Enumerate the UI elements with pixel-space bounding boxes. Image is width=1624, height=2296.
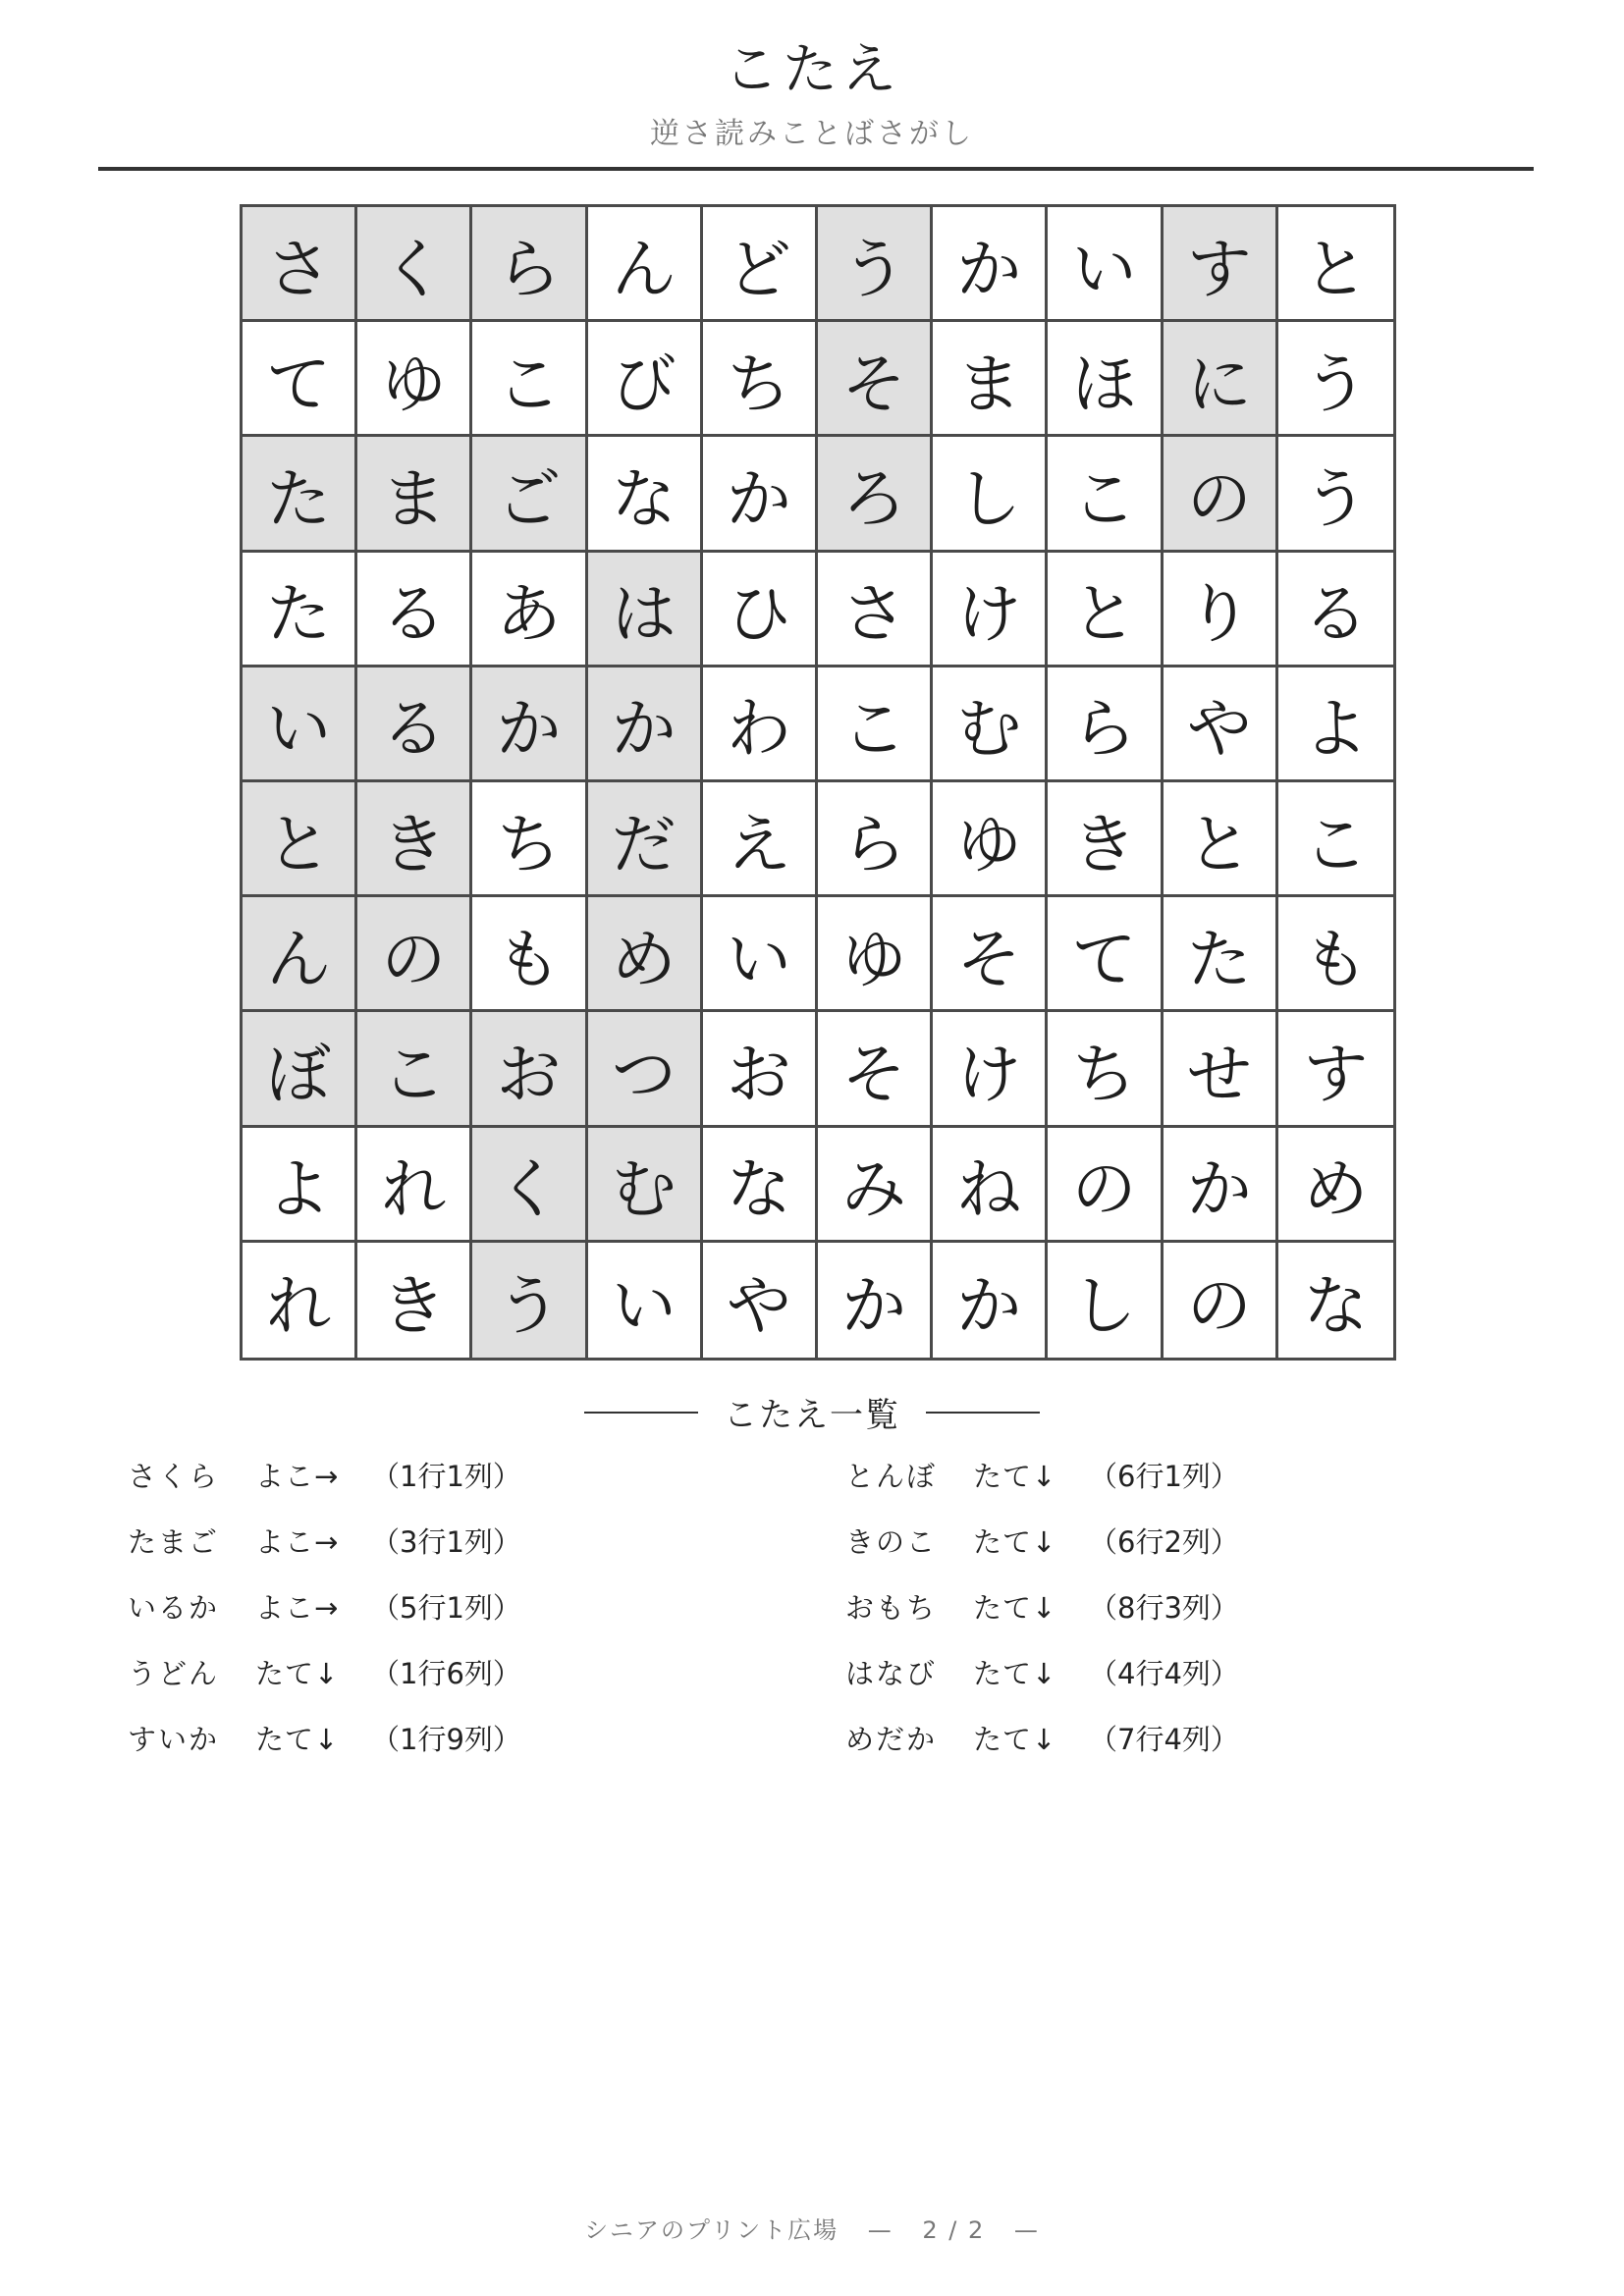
page-footer — [0, 2211, 1624, 2245]
grid-cell: な — [1278, 1243, 1393, 1358]
grid-cell: き — [1048, 782, 1163, 897]
answer-list-title: こたえ一覧 — [724, 1396, 900, 1435]
grid-cell: い — [703, 897, 818, 1012]
answer-direction: よこ→ — [255, 1525, 340, 1559]
grid-cell: ち — [703, 322, 818, 437]
grid-cell: と — [1048, 553, 1163, 667]
answer-word: うどん — [128, 1657, 220, 1690]
grid-cell: ら — [818, 782, 933, 897]
grid-cell-highlighted: か — [588, 667, 703, 782]
footer-dash: — — [867, 2216, 893, 2244]
answer-direction: たて↓ — [973, 1591, 1057, 1625]
answer-item — [845, 1460, 1239, 1528]
grid-cell-highlighted: む — [588, 1128, 703, 1243]
answer-direction: たて↓ — [973, 1657, 1057, 1690]
answer-item — [128, 1460, 521, 1528]
grid-cell-highlighted: お — [472, 1012, 587, 1127]
grid-cell: そ — [933, 897, 1048, 1012]
grid-cell: か — [818, 1243, 933, 1358]
grid-cell: て — [1048, 897, 1163, 1012]
grid-cell-highlighted: る — [357, 667, 472, 782]
answer-word: たまご — [128, 1525, 220, 1559]
answer-column-right — [845, 1460, 1239, 1791]
answer-direction: よこ→ — [255, 1460, 340, 1493]
grid-cell: ん — [588, 207, 703, 322]
answer-list-heading — [0, 1388, 1624, 1436]
grid-cell: ほ — [1048, 322, 1163, 437]
grid-cell: あ — [472, 553, 587, 667]
footer-dash: — — [1013, 2216, 1040, 2244]
grid-cell: み — [818, 1128, 933, 1243]
grid-cell: の — [1048, 1128, 1163, 1243]
grid-cell: る — [1278, 553, 1393, 667]
grid-cell: さ — [818, 553, 933, 667]
grid-cell-highlighted: す — [1164, 207, 1278, 322]
grid-cell: す — [1278, 1012, 1393, 1127]
grid-cell: お — [703, 1012, 818, 1127]
grid-cell-highlighted: は — [588, 553, 703, 667]
grid-cell: う — [1278, 437, 1393, 552]
grid-cell-highlighted: の — [1164, 437, 1278, 552]
grid-cell: び — [588, 322, 703, 437]
grid-cell-highlighted: ご — [472, 437, 587, 552]
answer-column-left — [128, 1460, 521, 1791]
grid-cell: せ — [1164, 1012, 1278, 1127]
grid-cell-highlighted: か — [472, 667, 587, 782]
answer-word: すいか — [128, 1723, 220, 1756]
answer-position: （6行2列） — [1089, 1525, 1239, 1559]
grid-cell: ひ — [703, 553, 818, 667]
grid-cell-highlighted: く — [357, 207, 472, 322]
grid-cell: れ — [243, 1243, 357, 1358]
answer-position: （1行9列） — [371, 1723, 521, 1756]
answer-position: （6行1列） — [1089, 1460, 1239, 1493]
grid-cell: ゆ — [933, 782, 1048, 897]
grid-cell-highlighted: ら — [472, 207, 587, 322]
answer-direction: よこ→ — [255, 1591, 340, 1625]
answer-position: （1行6列） — [371, 1657, 521, 1690]
grid-cell-highlighted: と — [243, 782, 357, 897]
grid-cell: む — [933, 667, 1048, 782]
word-search-grid — [240, 204, 1396, 1361]
grid-cell: や — [1164, 667, 1278, 782]
grid-cell: た — [243, 553, 357, 667]
grid-cell: れ — [357, 1128, 472, 1243]
answer-word: とんぼ — [845, 1460, 938, 1493]
grid-cell-highlighted: そ — [818, 322, 933, 437]
heading-line-left — [584, 1412, 698, 1414]
header-divider — [98, 167, 1534, 171]
answer-word: さくら — [128, 1460, 220, 1493]
grid-cell: き — [357, 1243, 472, 1358]
grid-cell: こ — [472, 322, 587, 437]
page-title: こたえ — [724, 38, 900, 102]
grid-cell: な — [588, 437, 703, 552]
grid-cell-highlighted: ん — [243, 897, 357, 1012]
grid-cell: も — [472, 897, 587, 1012]
grid-cell-highlighted: い — [243, 667, 357, 782]
grid-cell: し — [933, 437, 1048, 552]
footer-site-name: シニアのプリント広場 — [584, 2216, 839, 2244]
grid-cell-highlighted: ま — [357, 437, 472, 552]
answer-item — [128, 1657, 521, 1726]
grid-cell-highlighted: た — [243, 437, 357, 552]
grid-cell-highlighted: さ — [243, 207, 357, 322]
answer-item — [845, 1657, 1239, 1726]
answer-word: いるか — [128, 1591, 220, 1625]
heading-line-right — [926, 1412, 1040, 1414]
grid-cell: よ — [1278, 667, 1393, 782]
grid-cell: こ — [1048, 437, 1163, 552]
grid-cell: ち — [1048, 1012, 1163, 1127]
grid-cell: り — [1164, 553, 1278, 667]
answer-item — [128, 1525, 521, 1594]
grid-cell: わ — [703, 667, 818, 782]
answer-position: （4行4列） — [1089, 1657, 1239, 1690]
grid-cell-highlighted: め — [588, 897, 703, 1012]
answer-direction: たて↓ — [973, 1525, 1057, 1559]
answer-direction: たて↓ — [255, 1723, 340, 1756]
grid-cell: か — [1164, 1128, 1278, 1243]
grid-cell: る — [357, 553, 472, 667]
grid-cell: よ — [243, 1128, 357, 1243]
grid-cell: ら — [1048, 667, 1163, 782]
answer-word: はなび — [845, 1657, 938, 1690]
answer-position: （3行1列） — [371, 1525, 521, 1559]
answer-direction: たて↓ — [973, 1460, 1057, 1493]
answer-item — [845, 1723, 1239, 1791]
grid-cell-highlighted: の — [357, 897, 472, 1012]
grid-cell-highlighted: う — [472, 1243, 587, 1358]
grid-cell: ゆ — [357, 322, 472, 437]
grid-cell: こ — [1278, 782, 1393, 897]
grid-cell: ね — [933, 1128, 1048, 1243]
grid-cell: い — [1048, 207, 1163, 322]
grid-cell: て — [243, 322, 357, 437]
grid-cell-highlighted: く — [472, 1128, 587, 1243]
grid-cell: ど — [703, 207, 818, 322]
answer-direction: たて↓ — [973, 1723, 1057, 1756]
answer-word: きのこ — [845, 1525, 938, 1559]
grid-cell: も — [1278, 897, 1393, 1012]
answer-item — [128, 1723, 521, 1791]
grid-cell: や — [703, 1243, 818, 1358]
grid-cell-highlighted: き — [357, 782, 472, 897]
answer-position: （7行4列） — [1089, 1723, 1239, 1756]
answer-word: めだか — [845, 1723, 938, 1756]
grid-cell-highlighted: に — [1164, 322, 1278, 437]
answer-word: おもち — [845, 1591, 938, 1625]
grid-cell-highlighted: う — [818, 207, 933, 322]
grid-cell: ゆ — [818, 897, 933, 1012]
grid-cell: そ — [818, 1012, 933, 1127]
grid-cell: め — [1278, 1128, 1393, 1243]
footer-page-number: 2 / 2 — [922, 2216, 986, 2244]
grid-cell-highlighted: ろ — [818, 437, 933, 552]
grid-cell-highlighted: だ — [588, 782, 703, 897]
grid-cell: と — [1278, 207, 1393, 322]
grid-cell: と — [1164, 782, 1278, 897]
grid-cell: か — [933, 1243, 1048, 1358]
grid-cell: し — [1048, 1243, 1163, 1358]
grid-cell: こ — [818, 667, 933, 782]
answer-position: （5行1列） — [371, 1591, 521, 1625]
grid-cell-highlighted: つ — [588, 1012, 703, 1127]
grid-cell: け — [933, 1012, 1048, 1127]
grid-cell: け — [933, 553, 1048, 667]
answer-item — [845, 1525, 1239, 1594]
grid-cell: う — [1278, 322, 1393, 437]
answer-position: （1行1列） — [371, 1460, 521, 1493]
grid-cell: い — [588, 1243, 703, 1358]
grid-cell: た — [1164, 897, 1278, 1012]
page-subtitle: 逆さ読みことばさがし — [650, 117, 974, 151]
answer-position: （8行3列） — [1089, 1591, 1239, 1625]
grid-cell: な — [703, 1128, 818, 1243]
grid-cell: か — [703, 437, 818, 552]
grid-cell: ま — [933, 322, 1048, 437]
grid-cell: の — [1164, 1243, 1278, 1358]
answer-item — [845, 1591, 1239, 1660]
grid-cell-highlighted: ぼ — [243, 1012, 357, 1127]
grid-cell: え — [703, 782, 818, 897]
grid-cell: ち — [472, 782, 587, 897]
grid-cell: か — [933, 207, 1048, 322]
answer-item — [128, 1591, 521, 1660]
grid-cell-highlighted: こ — [357, 1012, 472, 1127]
answer-direction: たて↓ — [255, 1657, 340, 1690]
